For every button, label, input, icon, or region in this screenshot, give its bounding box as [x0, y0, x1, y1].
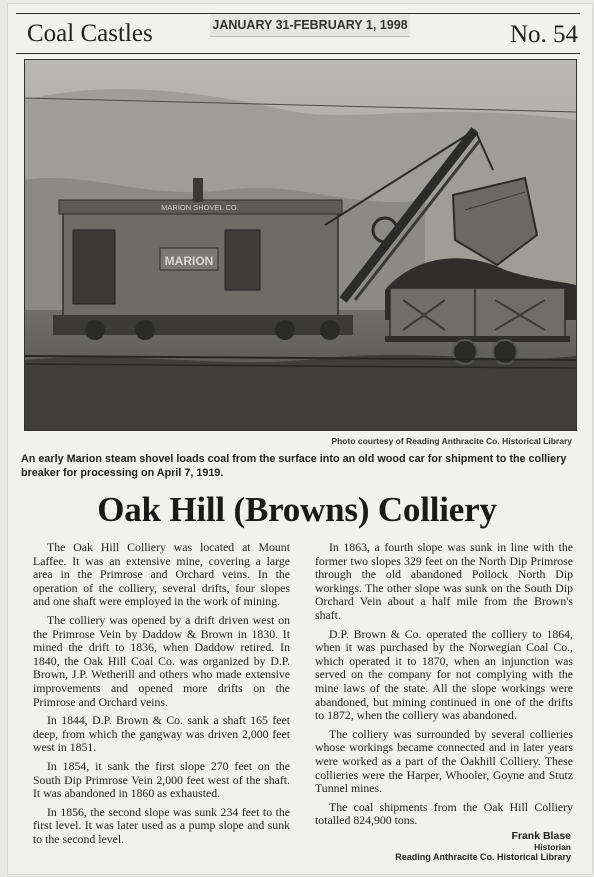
article-column-left	[33, 541, 290, 851]
author-title: Historian	[534, 842, 571, 852]
paragraph: The colliery was surrounded by several collieries whose workings became connected and in later years were worked as a part of the Oakhill Colliery. These collieries were the Harper, Whooler, Goyne and Stutz Tunnel mines.	[315, 726, 573, 796]
historical-photo	[24, 59, 577, 431]
paragraph: In 1854, it sank the first slope 270 feet on the South Dip Primrose Vein 2,000 feet west of the shaft. It was abandoned in 1860 as exhausted.	[33, 758, 290, 801]
paragraph: In 1844, D.P. Brown & Co. sank a shaft 165 feet deep, from which the gangway was driven 2,000 feet west in 1851.	[33, 713, 290, 755]
author-signature	[395, 830, 571, 863]
issue-number: No. 54	[509, 21, 578, 48]
shovel-roof-lettering: MARION SHOVEL CO.	[161, 203, 239, 212]
article-headline: Oak Hill (Browns) Colliery	[97, 490, 497, 529]
photo-credit: Photo courtesy of Reading Anthracite Co. Historical Library	[331, 436, 572, 446]
paragraph: The colliery was opened by a drift driven west on the Primrose Vein by Daddow & Brown in 1830. It mined the drift to 1836, when Daddow retired. In 1840, the Oak Hill Coal Co. was organized by D.P. Brown, J.P. Wetherill and others who made extensive improvements and opened more drifts on the Primrose and Orchard veins.	[33, 612, 290, 709]
steam-shovel-machine	[53, 178, 353, 340]
date-strip: JANUARY 31-FEBRUARY 1, 1998	[210, 14, 410, 37]
series-title: Coal Castles	[27, 20, 153, 47]
article-column-right	[315, 541, 573, 833]
author-name: Frank Blase	[511, 830, 571, 842]
paragraph: The Oak Hill Colliery was located at Mount Laffee. It was an extensive mine, covering a large area in the Primrose and Orchard veins. In the operation of the colliery, several drifts, four slopes and one shaft were employed in the work of mining.	[33, 540, 290, 609]
shovel-nameplate: MARION	[164, 254, 214, 268]
paragraph: D.P. Brown & Co. operated the colliery to 1864, when it was purchased by the Norwegian Coal Co., which operated it to 1870, when an injunction was served on the company for not complying with the mine laws of the state. All the slope workings were abandoned, but mining continued in one of the drifts to 1872, when the colliery was abandoned.	[315, 626, 573, 723]
photo-caption: An early Marion steam shovel loads coal from the surface into an old wood car for shipment to the colliery breaker for processing on April 7, 1919.	[21, 453, 567, 479]
author-organization: Reading Anthracite Co. Historical Library	[395, 852, 571, 862]
paragraph: The coal shipments from the Oak Hill Colliery totalled 824,900 tons.	[315, 799, 573, 828]
masthead-rule	[16, 53, 580, 54]
paragraph: In 1856, the second slope was sunk 234 feet to the first level. It was later used as a pump slope and sunk to the second level.	[33, 804, 290, 846]
paragraph: In 1863, a fourth slope was sunk in line with the former two slopes 329 feet on the North Dip Primrose through the old abandoned Pollock North Dip workings. The other slope was sunk on the South Dip Orchard Vein about a half mile from the Brown's shaft.	[315, 540, 573, 622]
